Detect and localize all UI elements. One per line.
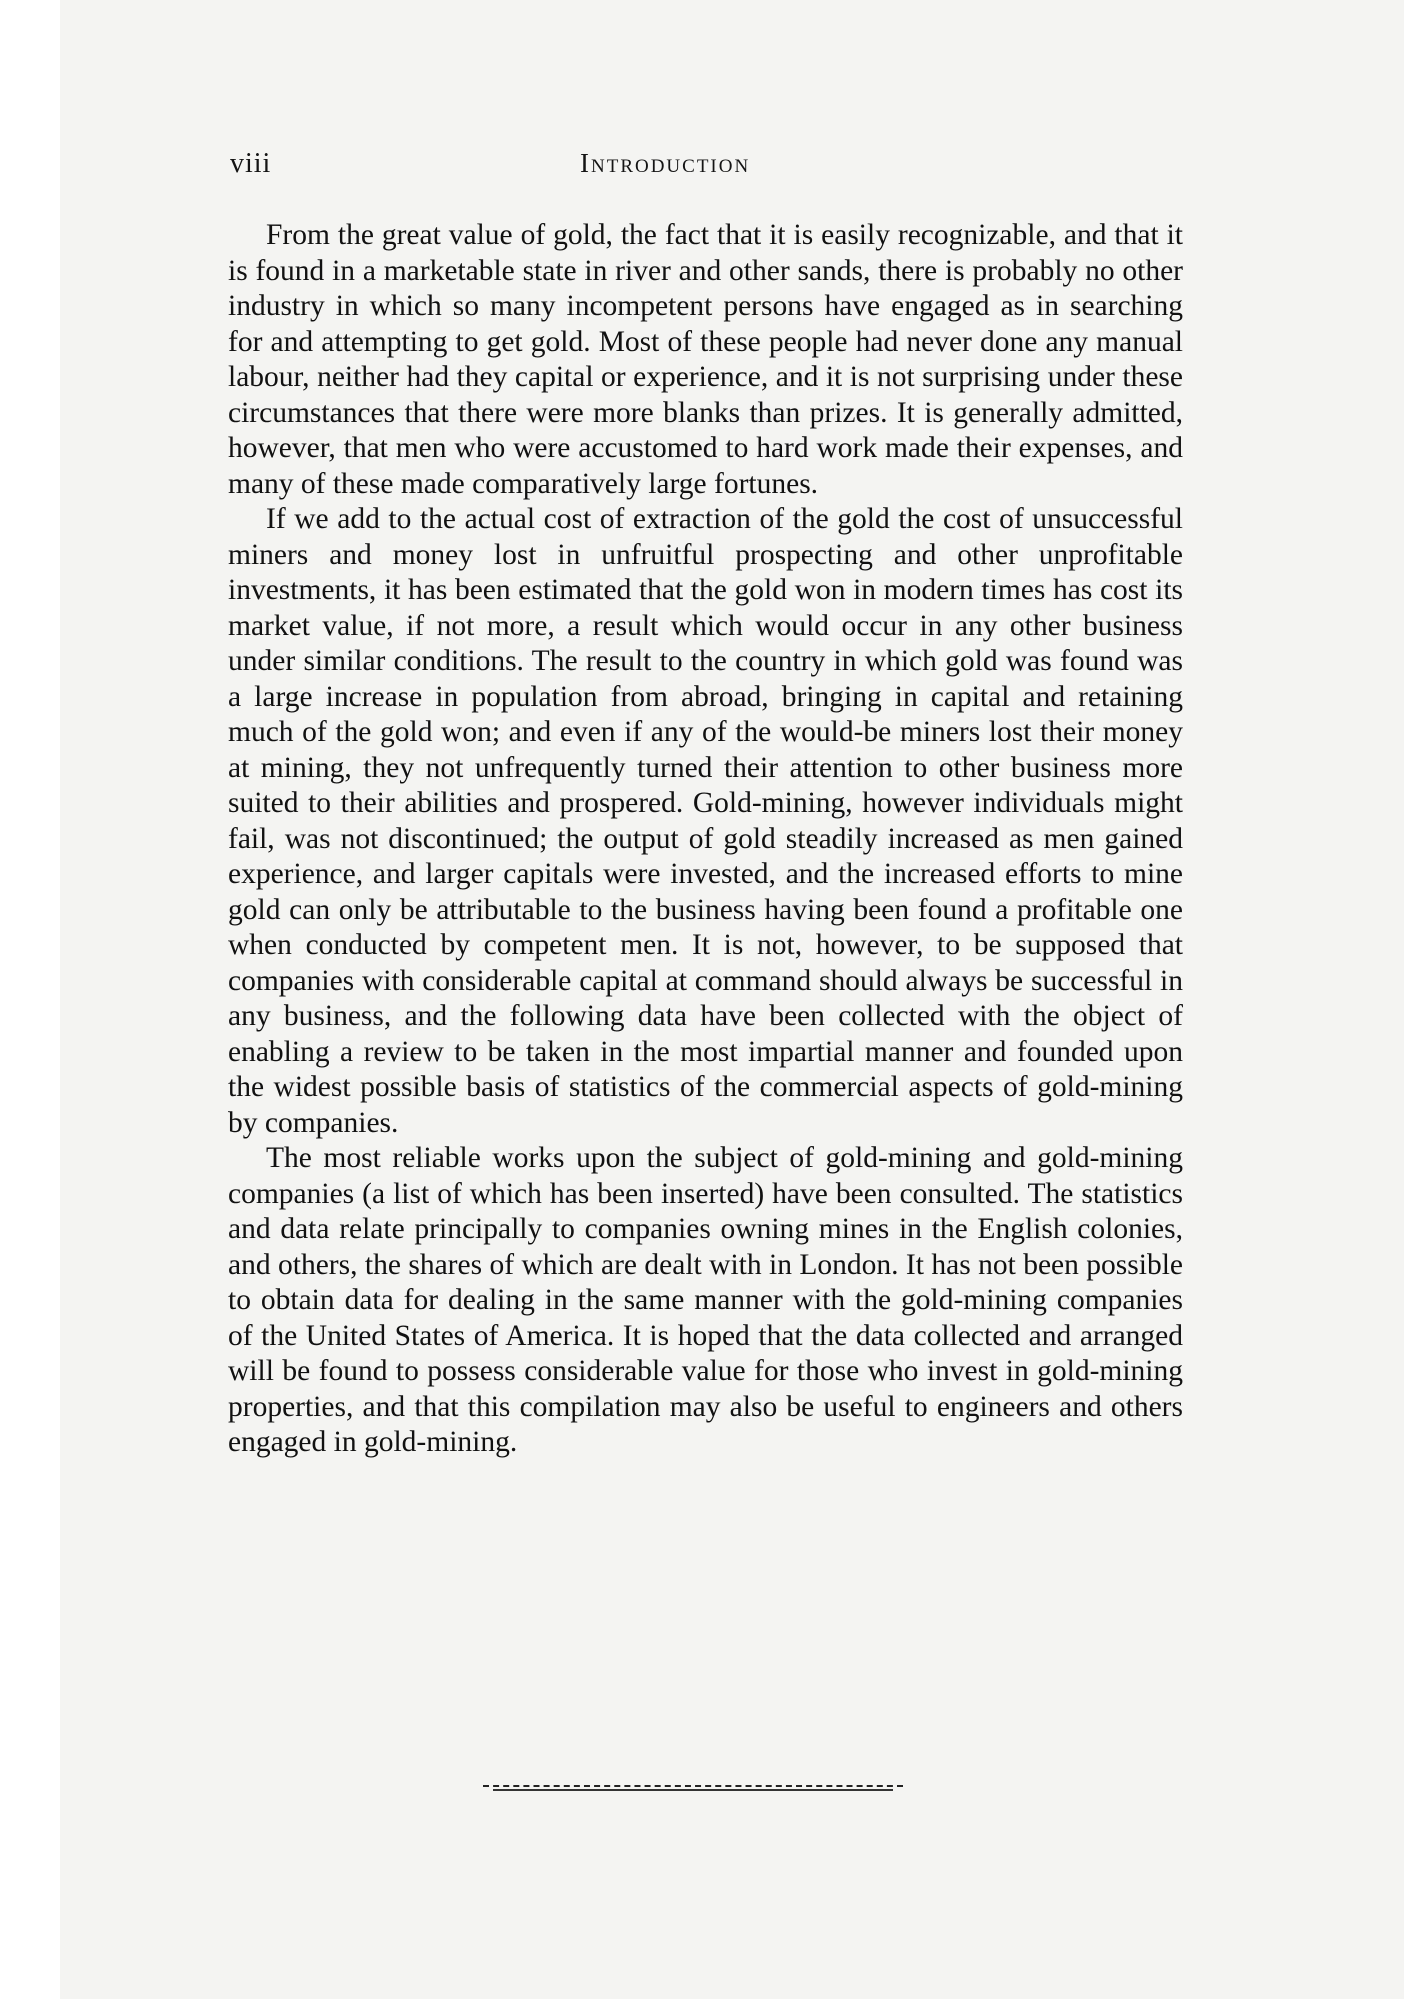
body-text [228,218,1183,1461]
paragraph-2: If we add to the actual cost of extraction of the gold the cost of unsuccessful miners and money lost in unfruitful prospecting and other unprofitable investments, it has been estimated that the gold won in modern times has cost its market value, if not more, a result which would occur in any other business under similar conditions. The result to the country in which gold was found was a large increase in population from abroad, bringing in capital and retaining much of the gold won; and even if any of the would-be miners lost their money at mining, they not unfrequently turned their attention to other business more suited to their abilities and prospered. Gold-mining, however individuals might fail, was not discontinued; the output of gold steadily increased as men gained experience, and larger capitals were invested, and the increased efforts to mine gold can only be attributable to the business having been found a profitable one when conducted by competent men. It is not, however, to be supposed that companies with considerable capital at command should always be successful in any business, and the following data have been collected with the object of enabling a review to be taken in the most impartial manner and founded upon the widest possible basis of statistics of the commercial aspects of gold-mining by companies. [228,503,1183,1139]
ornament-line-solid [493,1789,893,1791]
end-ornament-rule [483,1784,903,1792]
running-head: Introduction [580,148,751,178]
page-number: viii [230,148,272,179]
page-header [230,148,1180,188]
paragraph-1: From the great value of gold, the fact that it is easily recognizable, and that it is found in a marketable state in river and other sands, there is probably no other industry in which so many incompetent persons have engaged as in searching for and attempting to get gold. Most of these people had never done any manual labour, neither had they capital or experience, and it is not surprising under these circumstances that there were more blanks than prizes. It is generally admitted, however, that men who were accustomed to hard work made their expenses, and many of these made comparatively large fortunes. [228,219,1183,500]
ornament-line-dashed [483,1785,903,1787]
paragraph-3: The most reliable works upon the subject of gold-mining and gold-mining companies (a list of which has been inserted) have been consulted. The statistics and data relate principally to companies owning mines in the English colonies, and others, the shares of which are dealt with in London. It has not been possible to obtain data for dealing in the same manner with the gold-mining companies of the United States of America. It is hoped that the data collected and arranged will be found to possess considerable value for those who invest in gold-mining properties, and that this compilation may also be useful to engineers and others engaged in gold-mining. [228,1142,1183,1458]
